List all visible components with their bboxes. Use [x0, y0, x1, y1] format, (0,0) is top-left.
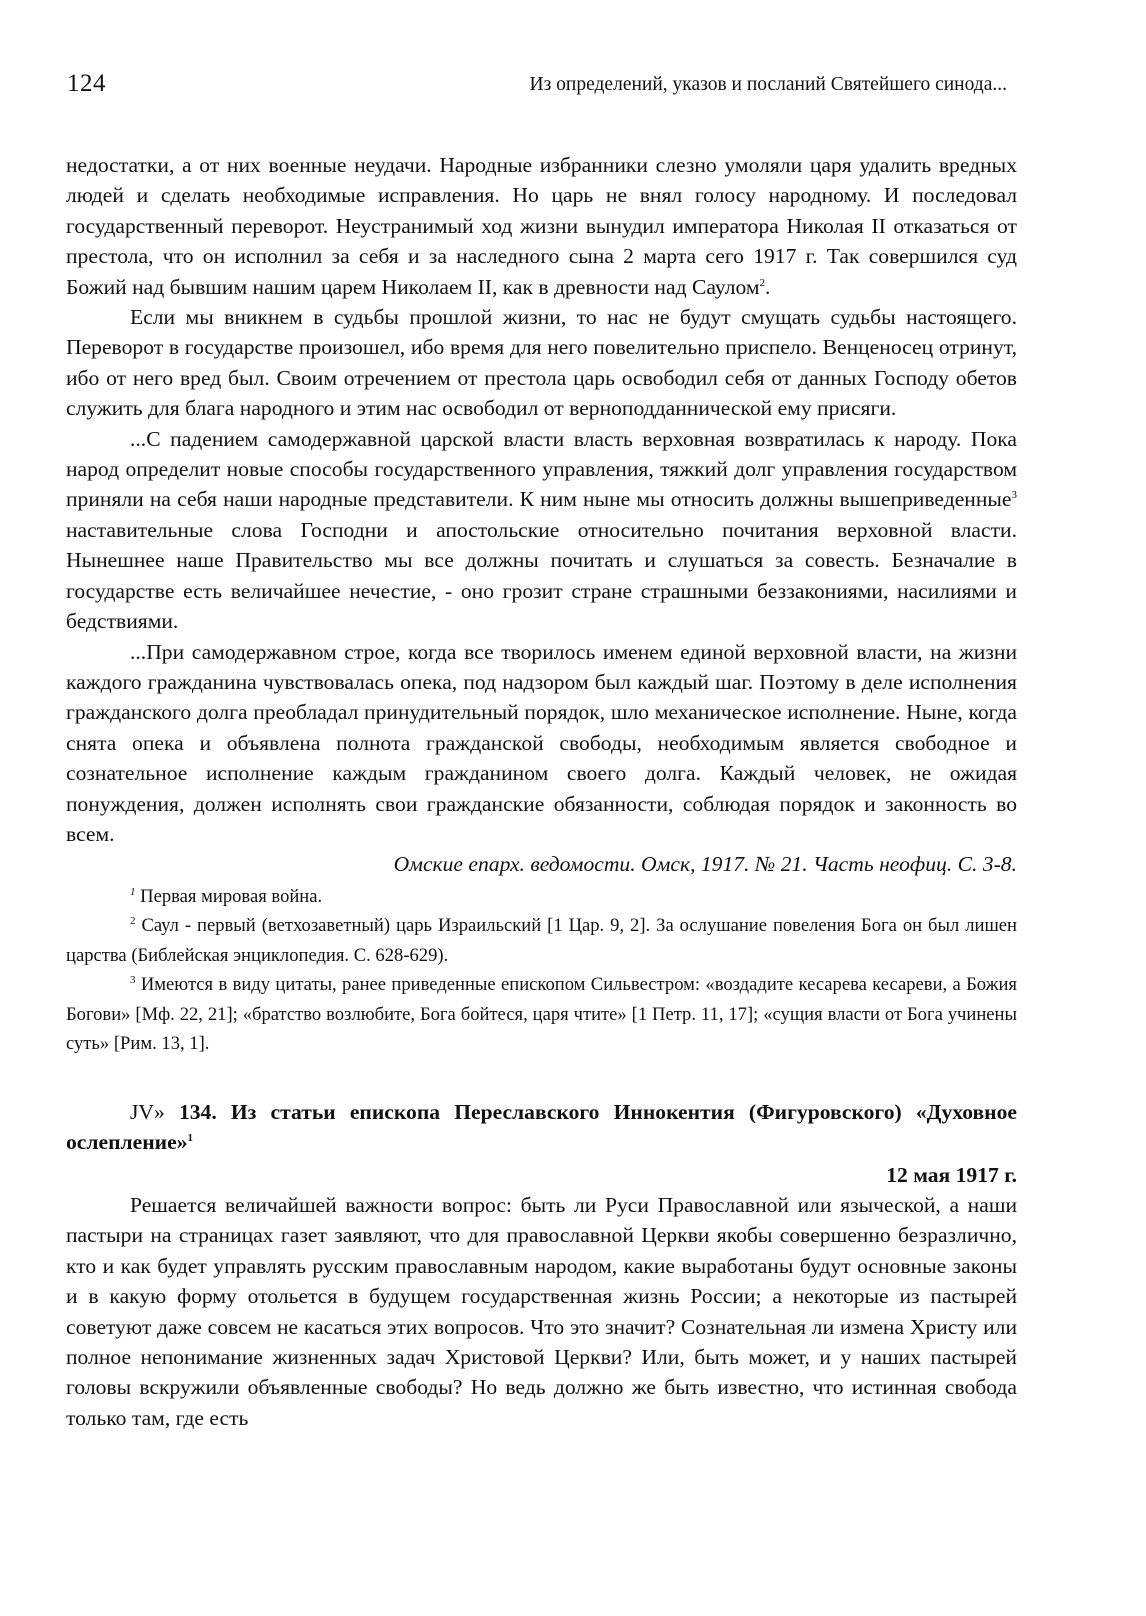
document-date: 12 мая 1917 г. [886, 1162, 1017, 1187]
paragraph-tail: . [765, 274, 771, 299]
footnote-mark: 2 [130, 915, 136, 928]
paragraph-text: Решается величайшей важности вопрос: быть ли Руси Православной или языческой, а наши пастыри на страницах газет заявляют, что для православной Церкви якобы совершенно безразлично, кто и как будет управлять русским православным народом, какие выработаны будут основные законы и в какую форму отольется в будущем государственная жизнь России; а некоторые из пастырей советуют даже совсем не касаться этих вопросов. Что это значит? Сознательная ли измена Христу или полное непонимание жизненных задач Христовой Церкви? Или, быть может, и у наших пастырей головы вскружили объявленные свободы? Но ведь должно же быть известно, что истинная свобода только там, где есть [66, 1192, 1017, 1430]
page-content [66, 150, 1017, 1433]
footnote-text: Имеются в виду цитаты, ранее приведенные епископом Сильвестром: «воздадите кесарева кесареви, а Божия Богови» [Мф. 22, 21]; «братство возлюбите, Бога бойтеся, царя чтите» [1 Петр. 11, 17]; «сущия власти от Бога учинены суть» [Рим. 13, 1]. [66, 974, 1017, 1055]
paragraph-text: ...С падением самодержавной царской власти власть верховная возвратилась к народу. Пока народ определит новые способы государственного управления, тяжкий долг управления государством приняли на себя наши народные представители. К ним ныне мы относить должны вышеприведенные [66, 426, 1017, 512]
page-number: 124 [67, 70, 106, 97]
body-paragraph [66, 424, 1017, 637]
source-citation: Омские епарх. ведомости. Омск, 1917. № 21. Часть неофиц. С. 3-8. [393, 852, 1017, 877]
footnote-mark: 1 [130, 885, 136, 898]
footnote [66, 970, 1017, 1059]
body-paragraph [66, 637, 1017, 850]
footnote [66, 882, 1017, 912]
page-header [67, 68, 1007, 104]
footnote-ref[interactable]: 2 [759, 276, 766, 289]
footnotes [66, 882, 1017, 1059]
paragraph-text: недостатки, а от них военные неудачи. Народные избранники слезно умоляли царя удалить вредных людей и сделать необходимые исправления. Но царь не внял голосу народному. И последовал государственный переворот. Неустранимый ход жизни вынудил императора Николая II отказаться от престола, что он исполнил за себя и за наследного сына 2 марта сего 1917 г. Так совершился суд Божий над бывшим нашим царем Николаем II, как в древности над Саулом [66, 153, 1017, 299]
footnote-ref[interactable]: 1 [187, 1131, 193, 1144]
body-paragraph [66, 1190, 1017, 1433]
footnote-text: Первая мировая война. [135, 885, 323, 907]
paragraph-text: Если мы вникнем в судьбы прошлой жизни, то нас не будут смущать судьбы настоящего. Переворот в государстве произошел, ибо время для него повелительно приспело. Венценосец отринут, ибо от него вред был. Своим отречением от престола царь освободил себя от данных Господу обетов служить для блага народного и этим нас освободил от верноподданнической ему присяги. [66, 305, 1017, 421]
document-title: 134. Из статьи епископа Переславского Иннокентия (Фигуровского) «Духовное ослепление» [66, 1099, 1017, 1155]
document-heading [66, 1097, 1017, 1158]
footnote-mark: 3 [130, 974, 136, 987]
footnote [66, 911, 1017, 970]
body-paragraph [66, 150, 1017, 302]
body-paragraph [66, 302, 1017, 424]
paragraph-text: наставительные слова Господни и апостольские относительно почитания верховной власти. Нынешнее наше Правительство мы все должны почитать и слушаться за совесть. Безначалие в государстве есть величайшее нечестие, - оно грозит стране страшными беззакониями, насилиями и бедствиями. [66, 517, 1017, 634]
running-title: Из определений, указов и посланий Святейшего синода... [529, 74, 1007, 95]
heading-prefix: JV» [130, 1099, 179, 1124]
paragraph-text: ...При самодержавном строе, когда все творилось именем единой верховной власти, на жизни каждого гражданина чувствовалась опека, под надзором был каждый шаг. Поэтому в деле исполнения гражданского долга преобладал принудительный порядок, шло механическое исполнение. Ныне, когда снята опека и объявлена полнота гражданской свободы, необходимым является свободное и сознательное исполнение каждым гражданином своего долга. Каждый человек, не ожидая понуждения, должен исполнять свои гражданские обязанности, соблюдая порядок и законность во всем. [66, 639, 1017, 846]
footnote-text: Саул - первый (ветхозаветный) царь Израильский [1 Цар. 9, 2]. За ослушание повеления Бога он был лишен царства (Библейская энциклопедия. С. 628-629). [66, 915, 1017, 966]
footnote-ref[interactable]: 3 [1011, 489, 1017, 502]
